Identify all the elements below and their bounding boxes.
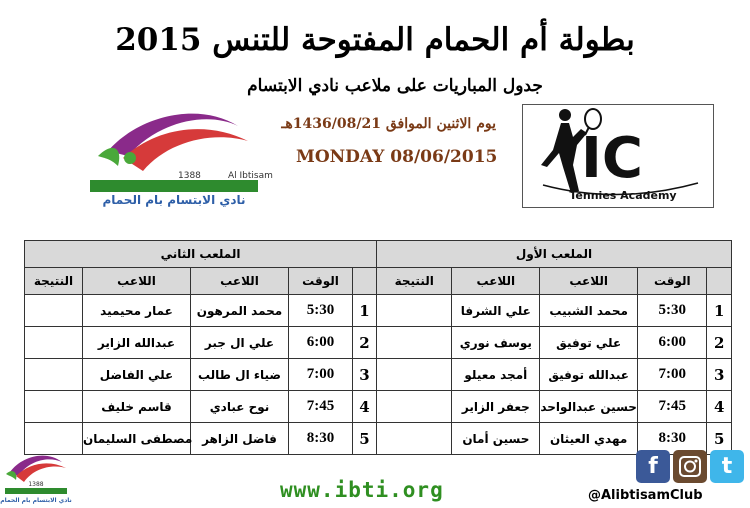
match-player: محمد المرهون: [191, 295, 289, 327]
match-number: 4: [707, 391, 732, 423]
header-time: الوقت: [638, 268, 707, 295]
club-logo-small-name: نادي الابتسام بام الحمام: [0, 497, 72, 504]
facebook-icon[interactable]: f: [636, 450, 670, 483]
club-logo: [88, 96, 273, 207]
header-time: الوقت: [289, 268, 353, 295]
match-result: [377, 327, 452, 359]
match-player: علي الشرفا: [452, 295, 540, 327]
page-title: بطولة أم الحمام المفتوحة للتنس 2015: [115, 22, 635, 58]
match-time: 5:30: [638, 295, 707, 327]
club-logo-name-en: Al Ibtisam: [228, 171, 273, 181]
table-row: [377, 295, 732, 327]
match-time: 6:00: [638, 327, 707, 359]
tennis-logo-letters: IC: [581, 126, 643, 191]
match-player: جعفر الزاير: [452, 391, 540, 423]
club-logo-small: [0, 448, 72, 504]
match-player: ضياء ال طالب: [191, 359, 289, 391]
header-result: النتيجة: [25, 268, 83, 295]
social-handle[interactable]: @AlibtisamClub: [588, 488, 703, 503]
match-number: 5: [707, 423, 732, 455]
match-number: 3: [707, 359, 732, 391]
match-number: 2: [707, 327, 732, 359]
table-row: [377, 391, 732, 423]
page-subtitle: جدول المباريات على ملاعب نادي الابتسام: [247, 76, 543, 96]
tennis-logo-caption: Tennies Academy: [569, 189, 677, 202]
match-result: [377, 391, 452, 423]
table-row: [25, 423, 377, 455]
header-player: اللاعب: [191, 268, 289, 295]
match-result: [377, 359, 452, 391]
club-logo-name-ar: نادي الابتسام بام الحمام: [102, 193, 246, 207]
table-row: [25, 359, 377, 391]
match-player: حسين عبدالواحد: [540, 391, 638, 423]
match-player: قاسم خليف: [83, 391, 191, 423]
match-player: محمد الشبيب: [540, 295, 638, 327]
club-logo-small-year: 1388: [28, 481, 44, 488]
match-result: [25, 391, 83, 423]
match-time: 7:00: [289, 359, 353, 391]
match-player: علي ال جبر: [191, 327, 289, 359]
table-row: [377, 359, 732, 391]
date-english: MONDAY 08/06/2015: [296, 147, 498, 167]
match-result: [377, 295, 452, 327]
match-player: مصطفى السليمان: [83, 423, 191, 455]
header-number: [353, 268, 377, 295]
match-player: عبدالله توفيق: [540, 359, 638, 391]
match-time: 8:30: [638, 423, 707, 455]
date-arabic: يوم الاثنين الموافق 1436/08/21هـ: [281, 116, 496, 132]
match-time: 8:30: [289, 423, 353, 455]
header-player: اللاعب: [83, 268, 191, 295]
court-1-table: [376, 240, 732, 450]
match-time: 7:00: [638, 359, 707, 391]
table-row: [377, 327, 732, 359]
match-result: [25, 295, 83, 327]
match-number: 4: [353, 391, 377, 423]
header-player: اللاعب: [540, 268, 638, 295]
match-player: حسين أمان: [452, 423, 540, 455]
match-player: مهدي العيثان: [540, 423, 638, 455]
court-2-title: الملعب الثاني: [25, 241, 377, 268]
match-player: نوح عبادي: [191, 391, 289, 423]
match-player: علي توفيق: [540, 327, 638, 359]
match-number: 1: [353, 295, 377, 327]
header-result: النتيجة: [377, 268, 452, 295]
court-2-table: [24, 240, 376, 450]
match-time: 7:45: [289, 391, 353, 423]
table-row: [25, 327, 377, 359]
table-row: [25, 391, 377, 423]
match-player: يوسف نوري: [452, 327, 540, 359]
website-link[interactable]: www.ibti.org: [280, 478, 444, 502]
match-player: عمار محيميد: [83, 295, 191, 327]
club-logo-year: 1388: [178, 171, 201, 181]
match-player: عبدالله الزاير: [83, 327, 191, 359]
match-number: 2: [353, 327, 377, 359]
match-result: [25, 327, 83, 359]
match-number: 5: [353, 423, 377, 455]
match-time: 7:45: [638, 391, 707, 423]
tennis-academy-logo: [522, 104, 714, 208]
twitter-icon[interactable]: t: [710, 450, 744, 483]
match-number: 3: [353, 359, 377, 391]
match-result: [377, 423, 452, 455]
match-time: 5:30: [289, 295, 353, 327]
court-1-title: الملعب الأول: [377, 241, 732, 268]
match-player: أمجد معيلو: [452, 359, 540, 391]
match-time: 6:00: [289, 327, 353, 359]
instagram-icon[interactable]: [673, 450, 707, 483]
match-player: علي الفاضل: [83, 359, 191, 391]
header-number: [707, 268, 732, 295]
table-row: [25, 295, 377, 327]
match-player: فاضل الزاهر: [191, 423, 289, 455]
header-player: اللاعب: [452, 268, 540, 295]
match-number: 1: [707, 295, 732, 327]
match-result: [25, 359, 83, 391]
